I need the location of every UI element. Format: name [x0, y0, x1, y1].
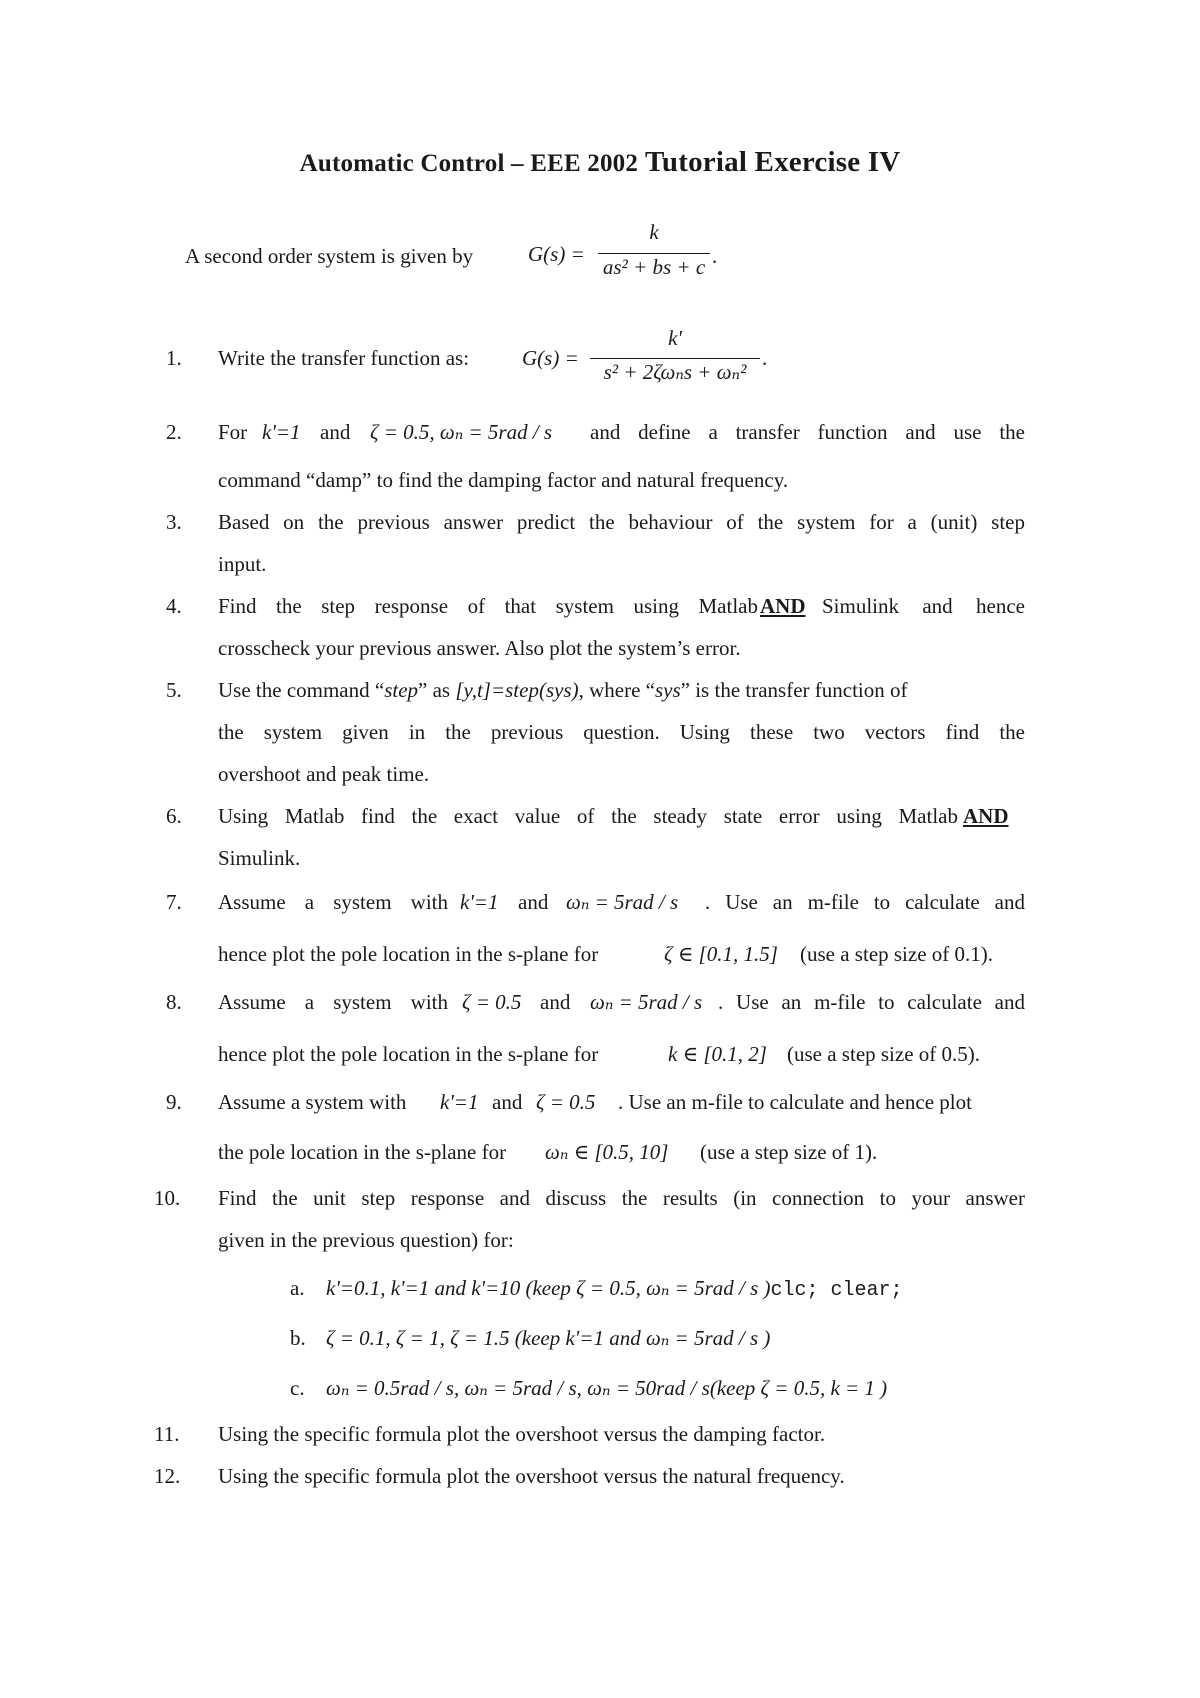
sub-item-label: a. [290, 1276, 305, 1300]
item5-line1 [218, 678, 908, 703]
item2-text: and define a transfer function and use the [590, 420, 1025, 444]
item8-omega: ωₙ = 5rad / s [590, 990, 703, 1014]
item-text: Using the specific formula plot the overshoot versus the damping factor. [218, 1422, 826, 1446]
item-text: (use a step size of 0.5). [787, 1042, 981, 1066]
intro-numerator: k [649, 220, 659, 244]
item9-zeta: ζ = 0.5 [536, 1090, 596, 1114]
item-text: Assume a system with [218, 890, 448, 914]
item1-fraction [590, 326, 760, 392]
item9-k: k'=1 [440, 1090, 479, 1114]
item2-zeta: ζ = 0.5, ωₙ = 5rad / s [370, 420, 553, 444]
item-text: . Use an m-file to calculate and [705, 890, 1025, 914]
item2-for: For [218, 420, 248, 444]
item2-k: k'=1 [262, 420, 301, 444]
item-text: Using Matlab find the exact value of the steady state error using Matlab [218, 804, 958, 828]
item-number: 9. [166, 1090, 182, 1114]
item8-range: k ∈ [0.1, 2] [668, 1042, 767, 1066]
intro-fraction [598, 222, 710, 284]
sub-item-text [326, 1276, 903, 1302]
item-text: input. [218, 552, 267, 576]
item7-and: and [518, 890, 549, 914]
item-text: Write the transfer function as: [218, 346, 470, 370]
intro-text: A second order system is given by [185, 244, 474, 268]
sub-item-label: b. [290, 1326, 306, 1350]
item-number: 4. [166, 594, 182, 618]
emphasis-and: AND [760, 594, 806, 618]
item-text: Assume a system with [218, 1090, 407, 1114]
sub-item-label: c. [290, 1376, 305, 1400]
item-text: command “damp” to find the damping factor and natural frequency. [218, 468, 789, 492]
item7-omega: ωₙ = 5rad / s [566, 890, 679, 914]
command-syntax: [y,t]=step(sys) [455, 678, 579, 702]
emphasis-and: AND [963, 804, 1009, 828]
code-snippet: clc; clear; [770, 1279, 903, 1302]
item-number: 8. [166, 990, 182, 1014]
intro-line [185, 244, 473, 269]
item-text: the system given in the previous question. Using these two vectors find the [218, 720, 1025, 744]
item-text: hence plot the pole location in the s-plane for [218, 1042, 599, 1066]
item-text: Find the unit step response and discuss the results (in connection to your answer [218, 1186, 1025, 1210]
fraction-bar [590, 358, 760, 359]
page-title [0, 146, 1200, 179]
item-text: . Use an m-file to calculate and hence plot [618, 1090, 972, 1114]
item-text: Based on the previous answer predict the behaviour of the system for a (unit) step [218, 510, 1025, 534]
item-number: 10. [154, 1186, 181, 1210]
item-text: Use the command “ [218, 678, 385, 702]
item1-period: . [762, 346, 768, 370]
intro-denominator: as² + bs + c [602, 255, 706, 279]
item-number: 6. [166, 804, 182, 828]
title-lead: Automatic Control – EEE 2002 [299, 150, 639, 177]
title-rest: Tutorial Exercise IV [645, 146, 901, 178]
sub-item-text: ωₙ = 0.5rad / s, ωₙ = 5rad / s, ωₙ = 50rad / s(keep ζ = 0.5, k = 1 ) [326, 1376, 888, 1400]
intro-period: . [712, 244, 718, 268]
item-text: given in the previous question) for: [218, 1228, 514, 1252]
sub-item-formula: k'=0.1, k'=1 and k'=10 (keep ζ = 0.5, ωₙ = 5rad / s ) [326, 1276, 771, 1300]
item-text: , where “ [578, 678, 655, 702]
item-number: 3. [166, 510, 182, 534]
item-text: Using the specific formula plot the overshoot versus the natural frequency. [218, 1464, 845, 1488]
item-text: (use a step size of 0.1). [800, 942, 994, 966]
item-text: (use a step size of 1). [700, 1140, 878, 1164]
item-text: Simulink and hence [822, 594, 1025, 618]
item2-and: and [320, 420, 351, 444]
item9-range: ωₙ ∈ [0.5, 10] [545, 1140, 669, 1164]
item-text: overshoot and peak time. [218, 762, 430, 786]
item7-k: k'=1 [460, 890, 499, 914]
item-text: ” as [418, 678, 451, 702]
item1-g: G(s) = [522, 346, 579, 370]
item-number: 1. [166, 346, 182, 370]
item-text: ” is the transfer function of [680, 678, 908, 702]
item9-and: and [492, 1090, 523, 1114]
item-number: 11. [154, 1422, 180, 1446]
sub-item-text: ζ = 0.1, ζ = 1, ζ = 1.5 (keep k'=1 and ωₙ = 5rad / s ) [326, 1326, 771, 1350]
command-sys: sys [654, 678, 681, 702]
item7-range: ζ ∈ [0.1, 1.5] [664, 942, 778, 966]
item-number: 5. [166, 678, 182, 702]
item8-and: and [540, 990, 571, 1014]
item-text: Simulink. [218, 846, 301, 870]
item-number: 2. [166, 420, 182, 444]
item-text: Assume a system with [218, 990, 448, 1014]
command-step: step [384, 678, 419, 702]
item-text: Find the step response of that system using Matlab [218, 594, 758, 618]
item-text: the pole location in the s-plane for [218, 1140, 507, 1164]
item-number: 7. [166, 890, 182, 914]
item-text: hence plot the pole location in the s-plane for [218, 942, 599, 966]
fraction-bar [598, 253, 710, 254]
item1-denominator: s² + 2ζωₙs + ωₙ² [603, 360, 747, 384]
item8-zeta: ζ = 0.5 [462, 990, 522, 1014]
item1-numerator: k' [668, 326, 682, 350]
intro-g: G(s) = [528, 242, 585, 266]
item-number: 12. [154, 1464, 181, 1488]
item-text: crosscheck your previous answer. Also plot the system’s error. [218, 636, 741, 660]
item-text: . Use an m-file to calculate and [718, 990, 1025, 1014]
